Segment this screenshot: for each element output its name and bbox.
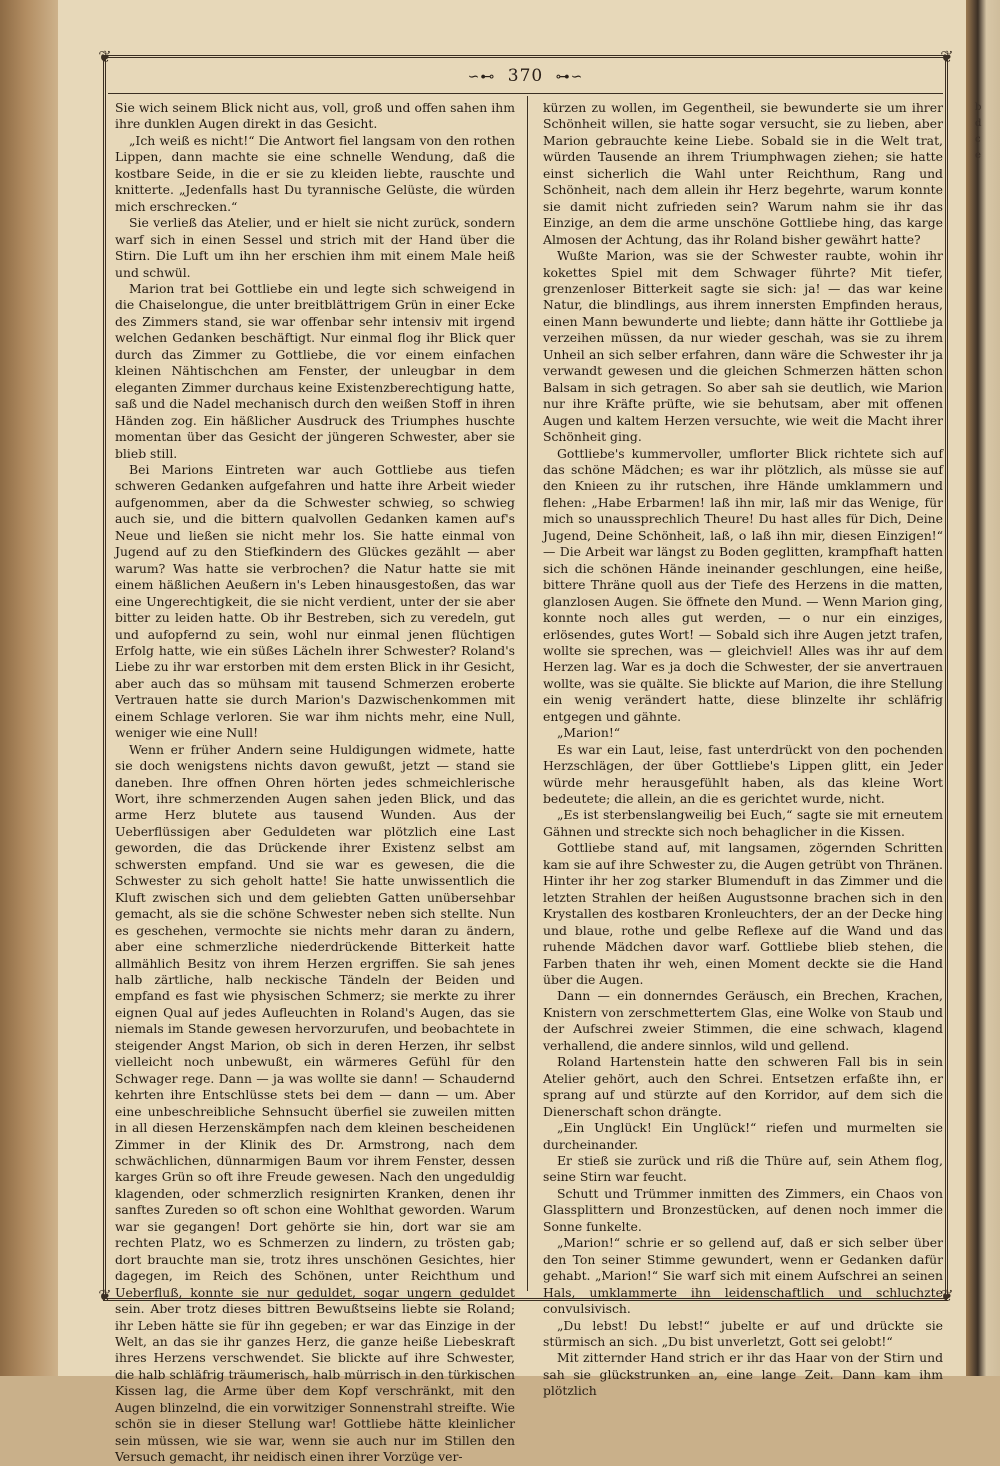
newspaper-page [58,0,966,1465]
paragraph: „Marion!“ schrie er so gellend auf, daß er sich selber über den Ton seiner Stimme gewundert, wenn er Gedanken dafür gehabt. „Marion!“ Sie warf sich mit einem Aufschrei an seinen Hals, umklammerte ihn leidenschaftlich und schluchzte convulsivisch. [543,1235,943,1317]
corner-ornament-icon: ❦ [98,1286,112,1305]
paragraph: Bei Marions Eintreten war auch Gottliebe aus tiefen schweren Gedanken aufgefahren und hatte ihre Arbeit wieder aufgenommen, aber da die Schwester schwieg, so schwieg auch sie, und die bittern qualvollen Gedanken kamen auf's Neue und ließen sie nicht mehr los. Sie hatte einmal von Jugend auf zu den Stiefkindern des Glückes gezählt — aber warum? Was hatte sie verbrochen? die Natur hatte sie mit einem häßlichen Aeußern in's Leben hinausgestoßen, das war eine Ungerechtigkeit, die sie nicht verdient, unter der sie aber bitter zu leiden hatte. Ob ihr Bestreben, sich zu veredeln, gut und aufopfernd zu sein, wohl nur einmal jenen flüchtigen Erfolg hatte, wie ein süßes Lächeln ihrer Schwester? Roland's Liebe zu ihr war erstorben mit dem ersten Blick in ihr Gesicht, aber auch das so mühsam mit tausend Schmerzen eroberte Vertrauen hatte sie durch Marion's Dazwischenkommen mit einem Schlage verloren. Sie war ihm nichts mehr, eine Null, weniger wie eine Null! [115,461,515,741]
paragraph: „Ich weiß es nicht!“ Die Antwort fiel langsam von den rothen Lippen, dann machte sie eine schnelle Wendung, daß die kostbare Seide, in die er sie zu kleiden liebte, rauschte und knitterte. „Jedenfalls hast Du tyrannische Gelüste, die würden mich erschrecken.“ [115,132,515,214]
corner-ornament-icon: ❦ [98,47,112,66]
paragraph: Mit zitternder Hand strich er ihr das Haar von der Stirn und sah sie glückstrunken an, eine lange Zeit. Dann kam ihm plötzlich [543,1350,943,1399]
paragraph: Es war ein Laut, leise, fast unterdrückt von den pochenden Herzschlägen, der über Gottliebe's Lippen glitt, ein Jeder würde mehr herausgefühlt haben, als das kleine Wort bedeutete; die allein, an die es gerichtet wurde, nicht. [543,741,943,807]
paragraph: Wußte Marion, was sie der Schwester raubte, wohin ihr kokettes Spiel mit dem Schwager führte? Mit tiefer, grenzenloser Bitterkeit sagte sie sich: ja! — das war keine Natur, die blindlings, aus ihrem innersten Empfinden heraus, einen Mann bewunderte und liebte; dann hätte ihr Gottliebe ja verzeihen müssen, da nur wieder geschah, was sie zu ihrem Unheil an sich selber erfahren, dann wäre die Schwester ihr ja verwandt gewesen und die gleichen Schmerzen hätten schon Balsam in sich getragen. So aber sah sie deutlich, wie Marion nur ihre Kräfte prüfte, wie sie behutsam, aber mit offenen Augen und kaltem Herzen versuchte, wie weit die Macht ihrer Schönheit ging. [543,248,943,445]
header-ornament-right-icon: ⊶∽ [555,69,584,85]
binding-gutter-left [0,0,58,1376]
frame-right-rule [945,55,948,1295]
column-divider [527,96,528,1291]
page-header [108,66,943,86]
header-ornament-left-icon: ∽⊷ [467,69,496,85]
paragraph: „Es ist sterbenslangweilig bei Euch,“ sagte sie mit erneutem Gähnen und streckte sich noch behaglicher in die Kissen. [543,807,943,839]
paragraph: Gottliebe's kummervoller, umflorter Blick richtete sich auf das schöne Mädchen; es war ihr plötzlich, als müsse sie auf den Knieen zu ihr rutschen, ihre Hände umklammern und flehen: „Habe Erbarmen! laß ihn mir, laß mir das Wenige, für mich so unaussprechlich Theure! Du hast alles für Dich, Deine Jugend, Deine Schönheit, laß, o laß ihn mir, diesen Einzigen!“ — Die Arbeit war längst zu Boden geglitten, krampfhaft hatten sich die schönen Hände ineinander geschlungen, eine heiße, bittere Thräne quoll aus der Tiefe des Herzens in die matten, glanzlosen Augen. Sie öffnete den Mund. — Wenn Marion ging, konnte noch alles gut werden, — o nur ein einziges, erlösendes, gutes Wort! — Sobald sich ihre Augen jetzt trafen, wollte sie sprechen, was — gleichviel! Alles was ihr auf dem Herzen lag. War es ja doch die Schwester, der sie anvertrauen wollte, was sie quälte. Sie blickte auf Marion, die ihre Stellung ein wenig verändert hatte, diese blinzelte ihr schläfrig entgegen und gähnte. [543,445,943,724]
corner-ornament-icon: ❦ [940,1286,954,1305]
paragraph: Roland Hartenstein hatte den schweren Fall bis in sein Atelier gehört, auch den Schrei. Entsetzen erfaßte ihn, er sprang auf und stürzte auf den Korridor, auf dem sich die Dienerschaft schon drängte. [543,1054,943,1119]
page-number: 370 [507,66,544,86]
paragraph: „Marion!“ [557,725,621,741]
frame-left-rule [103,55,106,1295]
paragraph: Dann — ein donnerndes Geräusch, ein Brechen, Krachen, Knistern von zerschmettertem Glas, eine Wolke von Staub und der Aufschrei zweier Stimmen, die eine schwach, klagend verhallend, die andere sinnlos, wild und gellend. [543,988,943,1053]
left-column [115,100,515,1465]
paragraph: Wenn er früher Andern seine Huldigungen widmete, hatte sie doch wenigstens nichts davon gewußt, jetzt — stand sie daneben. Ihre offnen Ohren hörten jedes schmeichlerische Wort, ihre schmerzenden Augen sahen jeden Blick, und das arme Herz blutete aus tausend Wunden. Aus der Ueberflüssigen aber Geduldeten war plötzlich eine Last geworden, die das Drückende ihrer Existenz selbst am schwersten empfand. Und sie war es gewesen, die die Schwester zu sich geholt hatte! Sie hatte unwissentlich die Kluft zwischen sich und dem geliebten Gatten unübersehbar gemacht, als sie die schöne Schwester neben sich stellte. Nun es geschehen, vermochte sie nichts mehr daran zu ändern, aber eine schmerzliche niederdrückende Bitterkeit hatte allmählich Besitz von ihrem Herzen ergriffen. Sie sah jenes halb zärtliche, halb neckische Tändeln der Beiden und empfand es fast wie physischen Schmerz; sie merkte zu ihrer eignen Qual auf jedes Aufleuchten in Roland's Augen, das sie niemals im Stande gewesen hervorzurufen, und beobachtete in steigender Angst Marion, ob sich in deren Herzen, ihr selbst vielleicht noch unbewußt, ein wärmeres Gefühl für den Schwager rege. Dann — ja was wollte sie dann! — Schaudernd kehrten ihre Entschlüsse stets bei dem — dann — um. Aber eine unbeschreibliche Sehnsucht überfiel sie zuweilen mitten in all diesen Herzenskämpfen nach dem kleinen bescheidenen Zimmer in der Klinik des Dr. Armstrong, nach dem schwächlichen, dünnarmigen Baum vor ihrem Fenster, dessen karges Grün so oft ihre Freude gewesen. Nach den ungeduldig klagenden, oder schmerzlich resignirten Kranken, denen ihr sanftes Zureden so oft schon eine Wohlthat geworden. Warum war sie gegangen! Dort gehörte sie hin, dort war sie am rechten Platz, wo es Schmerzen zu lindern, zu trösten gab; dort brauchte man sie, trotz ihres unschönen Gesichtes, hier dagegen, im Reich des Schönen, unter Reichthum und Ueberfluß, konnte sie nur geduldet, sogar ungern geduldet sein. Aber trotz dieses bittren Bewußtseins liebte sie Roland; ihr Leben hätte sie für ihn gegeben; er war das Einzige in der Welt, an das sie ihr ganzes Herz, die ganze heiße Liebeskraft ihres Herzens verschwendet. Sie blickte auf ihre Schwester, die halb schläfrig träumerisch, halb mürrisch in den türkischen Kissen lag, die Arme über dem Kopf verschränkt, mit den Augen blinzelnd, die ein vorwitziger Sonnenstrahl streifte. Wie schön sie in dieser Stellung war! Gottliebe hätte kleinlicher sein müssen, wie sie war, wenn sie auch nur im Stillen den Versuch gemacht, ihr neidisch einen ihrer Vorzüge ver- [115,741,515,1465]
paragraph: „Ein Unglück! Ein Unglück!“ riefen und murmelten sie durcheinander. [543,1120,943,1152]
paragraph: Marion trat bei Gottliebe ein und legte sich schweigend in die Chaiselongue, die unter breitblättrigem Grün in einer Ecke des Zimmers stand, sie war offenbar sehr intensiv mit irgend welchen Gedanken beschäftigt. Nur einmal flog ihr Blick quer durch das Zimmer zu Gottliebe, die vor einem einfachen kleinen Nähtischchen am Fenster, der unleugbar in dem eleganten Zimmer durchaus keine Existenzberechtigung hatte, saß und die Nadel mechanisch durch den weißen Stoff in ihren Händen zog. Ein häßlicher Ausdruck des Triumphes huschte momentan über das Gesicht der jüngeren Schwester, aber sie blieb still. [115,280,515,461]
right-column [543,100,943,1399]
paragraph: Gottliebe stand auf, mit langsamen, zögernden Schritten kam sie auf ihre Schwester zu, die Augen getrübt von Thränen. Hinter ihr her zog starker Blumenduft in das Zimmer und die letzten Strahlen der heißen Augustsonne brachen sich in den Krystallen des kostbaren Kronleuchters, der an der Decke hing und blaue, rothe und gelbe Reflexe auf die Wand und das ruhende Mädchen davor warf. Gottliebe blieb stehen, die Farben thaten ihr weh, einen Moment deckte sie die Hand über die Augen. [543,840,943,988]
paragraph: Sie wich seinem Blick nicht aus, voll, groß und offen sahen ihm ihre dunklen Augen direkt in das Gesicht. [115,100,515,132]
paragraph: Er stieß sie zurück und riß die Thüre auf, sein Athem flog, seine Stirn war feucht. [543,1153,943,1185]
header-rule [108,93,943,94]
paragraph: kürzen zu wollen, im Gegentheil, sie bewunderte sie um ihrer Schönheit willen, sie hatte sogar versucht, sie zu lieben, aber Marion gebrauchte keine Liebe. Sobald sie in die Welt trat, würden Tausende an ihrem Triumphwagen ziehen; sie hatte einst sicherlich die Wahl unter Reichthum, Rang und Schönheit, nach dem allein ihr Herz begehrte, warum konnte sie damit nicht zufrieden sein? Warum nahm sie ihr das Einzige, an dem die arme unschöne Gottliebe hing, das karge Almosen der Achtung, das ihr Roland bisher gewährt hatte? [543,100,943,247]
paragraph: „Du lebst! Du lebst!“ jubelte er auf und drückte sie stürmisch an sich. „Du bist unverletzt, Gott sei gelobt!“ [543,1317,943,1349]
corner-ornament-icon: ❦ [940,47,954,66]
paragraph: Schutt und Trümmer inmitten des Zimmers, ein Chaos von Glassplittern und Bronzestücken, auf denen noch immer die Sonne funkelte. [543,1185,943,1234]
adjacent-page-edge-text: b d c e [975,102,982,161]
binding-gutter-right [966,0,1000,1376]
paragraph: Sie verließ das Atelier, und er hielt sie nicht zurück, sondern warf sich in einen Sessel und strich mit der Hand über die Stirn. Die Luft um ihn her erschien ihm mit einem Male heiß und schwül. [115,215,515,280]
